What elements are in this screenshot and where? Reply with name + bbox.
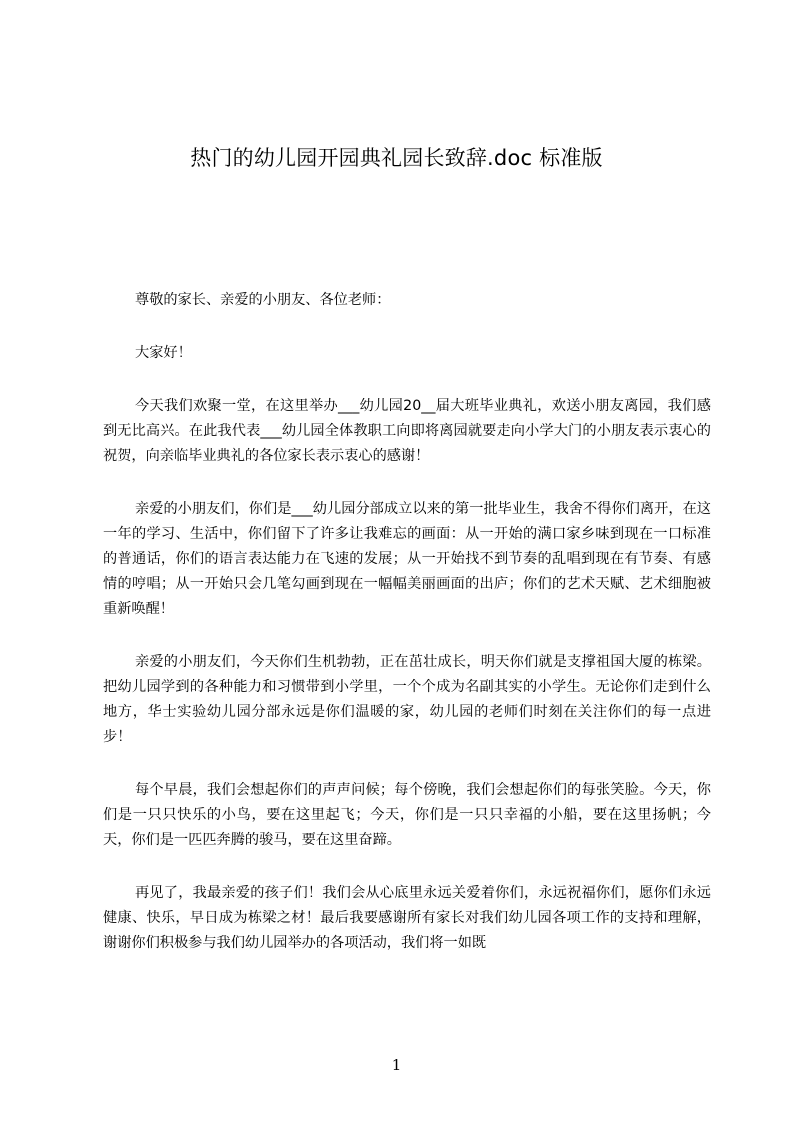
body-paragraph-1: 今天我们欢聚一堂，在这里举办___幼儿园20__届大班毕业典礼，欢送小朋友离园，我们感到无比高兴。在此我代表___幼儿园全体教职工向即将离园就要走向小学大门的小朋友表示衷心的祝贺，向亲临毕业典礼的各位家长表示衷心的感谢！: [103, 398, 711, 464]
body-paragraph-4: 每个早晨，我们会想起你们的声声问候；每个傍晚，我们会想起你们的每张笑脸。今天，你们是一只只快乐的小鸟，要在这里起飞；今天，你们是一只只幸福的小船，要在这里扬帆；今天，你们是一匹匹奔腾的骏马，要在这里奋蹄。: [103, 782, 711, 848]
page-number: 1: [391, 1056, 402, 1074]
salutation-paragraph: 尊敬的家长、亲爱的小朋友、各位老师：: [135, 292, 391, 308]
body-paragraph-3: 亲爱的小朋友们，今天你们生机勃勃，正在茁壮成长，明天你们就是支撑祖国大厦的栋梁。把幼儿园学到的各种能力和习惯带到小学里，一个个成为名副其实的小学生。无论你们走到什么地方，华士实验幼儿园分部永远是你们温暖的家，幼儿园的老师们时刻在关注你们的每一点进步！: [103, 654, 711, 745]
body-paragraph-5: 再见了，我最亲爱的孩子们！我们会从心底里永远关爱着你们，永远祝福你们，愿你们永远健康、快乐，早日成为栋梁之材！最后我要感谢所有家长对我们幼儿园各项工作的支持和理解，谢谢你们积极参与我们幼儿园举办的各项活动，我们将一如既: [103, 885, 711, 951]
body-paragraph-2: 亲爱的小朋友们，你们是___幼儿园分部成立以来的第一批毕业生，我舍不得你们离开，在这一年的学习、生活中，你们留下了许多让我难忘的画面：从一开始的满口家乡味到现在一口标准的普通话，你们的语言表达能力在飞速的发展；从一开始找不到节奏的乱唱到现在有节奏、有感情的哼唱；从一开始只会几笔勾画到现在一幅幅美丽画面的出庐；你们的艺术天赋、艺术细胞被重新唤醒！: [103, 501, 711, 617]
document-body: [103, 288, 711, 984]
document-title: 热门的幼儿园开园典礼园长致辞.doc 标准版: [190, 146, 603, 170]
greeting-paragraph: 大家好！: [135, 345, 192, 361]
